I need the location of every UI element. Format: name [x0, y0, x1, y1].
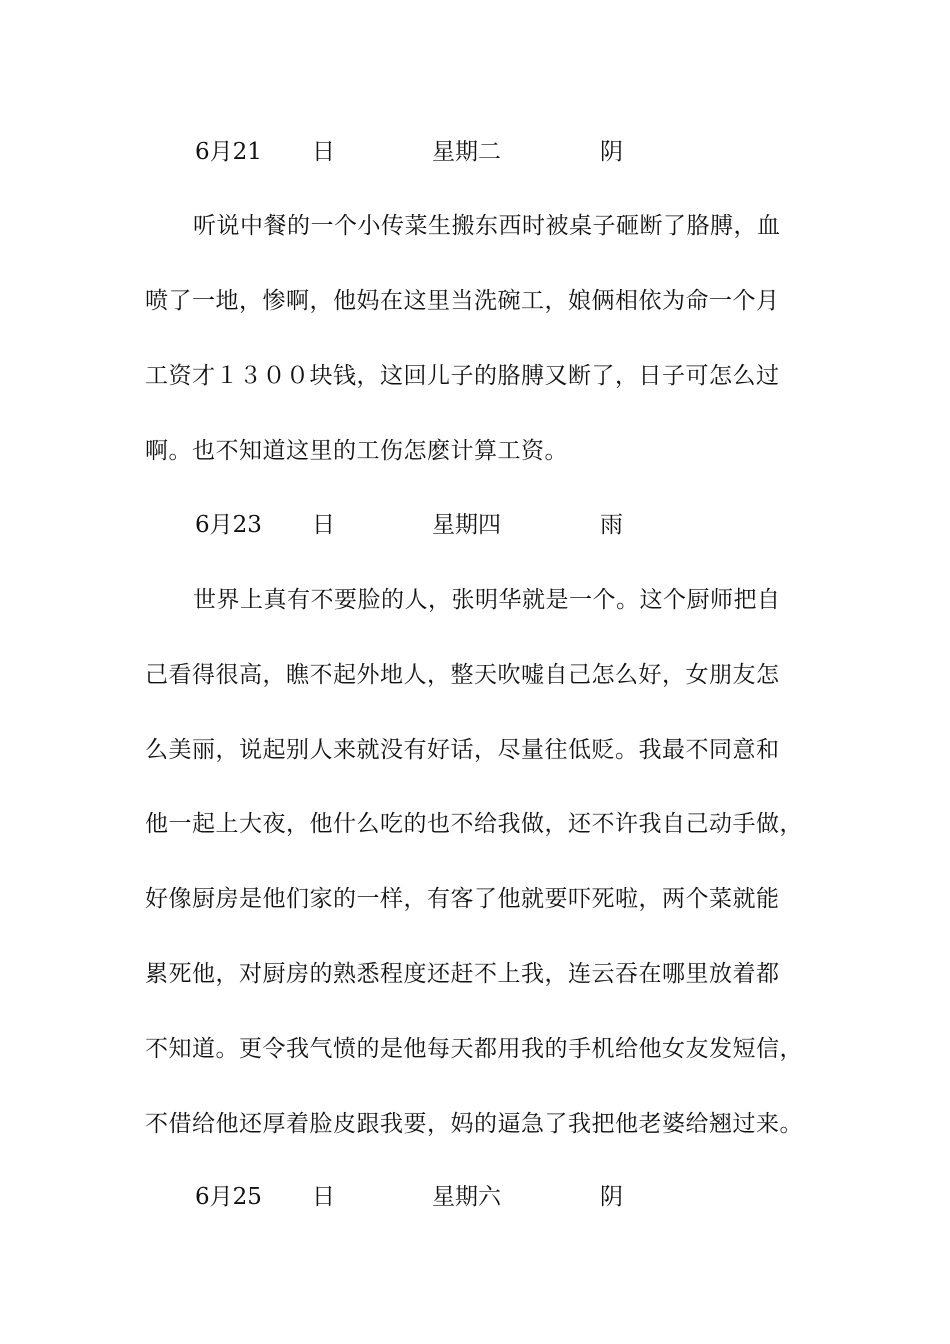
entry-day: 日 [312, 512, 335, 538]
entry-date: 6月23 [195, 512, 262, 538]
paragraph-line: 不借给他还厚着脸皮跟我要，妈的逼急了我把他老婆给翘过来。 [145, 1111, 803, 1137]
paragraph-line: 好像厨房是他们家的一样，有客了他就要吓死啦，两个菜就能 [145, 886, 780, 912]
entry-weekday: 星期六 [432, 1184, 501, 1210]
entry-weather: 雨 [600, 512, 623, 538]
entry-date: 6月25 [195, 1184, 262, 1210]
paragraph-line: 啊。也不知道这里的工伤怎麽计算工资。 [145, 438, 568, 464]
paragraph-line: 他一起上大夜，他什么吃的也不给我做，还不许我自己动手做， [145, 811, 803, 837]
paragraph-line: 己看得很高，瞧不起外地人，整天吹嘘自己怎么好，女朋友怎 [145, 662, 780, 688]
entry-weekday: 星期四 [432, 512, 501, 538]
entry-weather: 阴 [600, 1184, 623, 1210]
paragraph-line: 么美丽，说起别人来就没有好话，尽量往低贬。我最不同意和 [145, 737, 780, 763]
entry-weekday: 星期二 [432, 139, 501, 165]
entry-weather: 阴 [600, 139, 623, 165]
entry-date: 6月21 [195, 139, 262, 165]
paragraph-line: 工资才１３００块钱，这回儿子的胳膊又断了，日子可怎么过 [145, 363, 780, 389]
paragraph-line: 听说中餐的一个小传菜生搬东西时被桌子砸断了胳膊，血 [193, 213, 781, 239]
paragraph-line: 不知道。更令我气愤的是他每天都用我的手机给他女友发短信， [145, 1036, 803, 1062]
entry-day: 日 [312, 139, 335, 165]
paragraph-line: 累死他，对厨房的熟悉程度还赶不上我，连云吞在哪里放着都 [145, 961, 780, 987]
entry-day: 日 [312, 1184, 335, 1210]
paragraph-line: 世界上真有不要脸的人，张明华就是一个。这个厨师把自 [193, 587, 781, 613]
paragraph-line: 喷了一地，惨啊，他妈在这里当洗碗工，娘俩相依为命一个月 [145, 288, 780, 314]
